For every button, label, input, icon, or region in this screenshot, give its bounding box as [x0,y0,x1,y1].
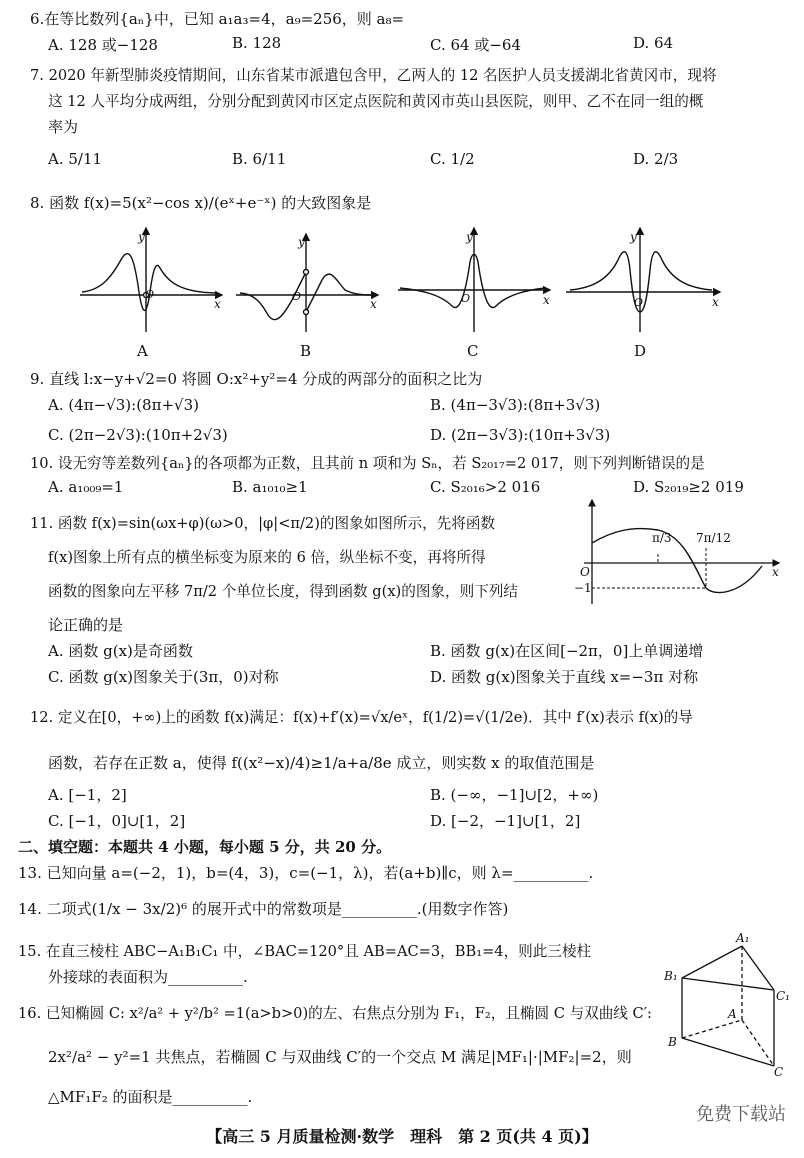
svg-text:x: x [214,297,221,311]
q7-line-3: 率为 [48,118,79,136]
q7-option-d: D. 2/3 [633,150,679,168]
watermark: 免费下载站 [696,1104,786,1125]
svg-text:O: O [145,288,155,301]
svg-text:y: y [630,230,637,244]
origin-label: O [580,565,590,579]
q11-option-b: B. 函数 g(x)在区间[−2π，0]上单调递增 [430,642,704,660]
svg-text:O: O [292,290,302,303]
q10-stem: 10. 设无穷等差数列{aₙ}的各项都为正数，且其前 n 项和为 Sₙ，若 S₂₀₁₇=2 017，则下列判断错误的是 [30,455,705,472]
q6-stem: 6.在等比数列{aₙ}中，已知 a₁a₃=4，a₉=256，则 a₈= [30,10,405,28]
graph-a [80,228,222,332]
prism-label-b: B [668,1035,677,1049]
q15-line-1: 15. 在直三棱柱 ABC−A₁B₁C₁ 中，∠BAC=120°且 AB=AC=3，BB₁=4，则此三棱柱 [18,943,592,960]
q9-option-c: C. (2π−2√3):(10π+2√3) [48,426,228,444]
x-axis-label: x [772,565,779,579]
prism-label-b1: B₁ [664,969,678,983]
section-2-title: 二、填空题：本题共 4 小题，每小题 5 分，共 20 分。 [18,838,392,856]
q10-option-a: A. a₁₀₀₉=1 [48,478,124,496]
q11-sine-graph [574,496,784,606]
graph-d [566,228,720,332]
q16-line-1: 16. 已知椭圆 C: x²/a² + y²/b² =1(a>b>0)的左、右焦点分别为 F₁，F₂，且椭圆 C 与双曲线 C′: [18,1005,652,1022]
q9-option-b: B. (4π−3√3):(8π+3√3) [430,396,601,414]
q11-line-1: 11. 函数 f(x)=sin(ωx+φ)(ω>0，|φ|<π/2)的图象如图所示，先将函数 [30,515,496,532]
graph-d-label: D [634,342,647,360]
graph-c-label: C [467,342,479,360]
graph-b [236,234,378,332]
q14: 14. 二项式(1/x − 3x/2)⁶ 的展开式中的常数项是__________.(用数字作答) [18,900,509,918]
svg-text:O: O [634,296,644,309]
q11-option-a: A. 函数 g(x)是奇函数 [48,642,193,660]
svg-text:x: x [712,295,719,309]
q15-line-2: 外接球的表面积为__________. [48,968,248,986]
page-footer: 【高三 5 月质量检测·数学 理科 第 2 页(共 4 页)】 [206,1127,598,1146]
q6-option-a: A. 128 或−128 [48,36,158,54]
svg-text:x: x [370,297,377,311]
q12-option-a: A. [−1，2] [48,786,127,804]
q12-option-d: D. [−2，−1]∪[1，2] [430,812,581,830]
tick-7pi-12: 7π/12 [696,531,731,545]
q6-option-d: D. 64 [633,34,674,52]
q6-option-b: B. 128 [232,34,282,52]
q11-line-2: f(x)图象上所有点的横坐标变为原来的 6 倍，纵坐标不变，再将所得 [48,549,486,566]
svg-text:y: y [138,230,145,244]
q16-line-3: △MF₁F₂ 的面积是__________. [48,1088,253,1106]
q10-option-b: B. a₁₀₁₀≥1 [232,478,308,496]
q10-option-c: C. S₂₀₁₆>2 016 [430,478,541,496]
svg-text:y: y [466,230,473,244]
q16-line-2: 2x²/a² − y²=1 共焦点，若椭圆 C 与双曲线 C′的一个交点 M 满足|MF₁|·|MF₂|=2，则 [48,1048,632,1066]
q7-option-a: A. 5/11 [48,150,103,168]
q8-graphs [0,220,804,340]
q11-option-d: D. 函数 g(x)图象关于直线 x=−3π 对称 [430,668,699,686]
q8-stem: 8. 函数 f(x)=5(x²−cos x)/(eˣ+e⁻ˣ) 的大致图象是 [30,194,372,212]
q6-option-c: C. 64 或−64 [430,36,521,54]
prism-label-c1: C₁ [776,989,790,1003]
q7-line-1: 7. 2020 年新型肺炎疫情期间，山东省某市派遣包含甲，乙两人的 12 名医护人员支援湖北省黄冈市，现将 [30,67,717,84]
q10-option-d: D. S₂₀₁₉≥2 019 [633,478,744,496]
graph-c [398,228,550,332]
prism-label-a1: A₁ [736,931,750,945]
tick-neg1: −1 [574,581,592,595]
q13: 13. 已知向量 a=(−2，1)，b=(4，3)，c=(−1，λ)，若(a+b)∥c，则 λ=__________. [18,864,594,882]
q12-line-2: 函数，若存在正数 a，使得 f((x²−x)/4)≥1/a+a/8e 成立，则实数 x 的取值范围是 [48,754,595,772]
q11-line-4: 论正确的是 [48,616,124,634]
q12-line-1: 12. 定义在[0，+∞)上的函数 f(x)满足：f(x)+f′(x)=√x/eˣ，f(1/2)=√(1/2e)．其中 f′(x)表示 f(x)的导 [30,709,693,726]
svg-text:y: y [298,235,305,249]
q7-line-2: 这 12 人平均分成两组，分别分配到黄冈市区定点医院和黄冈市英山县医院，则甲、乙不在同一组的概 [48,93,704,110]
prism-label-c: C [774,1065,784,1078]
svg-text:x: x [543,293,550,307]
q11-line-3: 函数的图象向左平移 7π/2 个单位长度，得到函数 g(x)的图象，则下列结 [48,583,518,600]
q12-option-c: C. [−1，0]∪[1，2] [48,812,186,830]
q9-option-a: A. (4π−√3):(8π+√3) [48,396,199,414]
q11-option-c: C. 函数 g(x)图象关于(3π，0)对称 [48,668,279,686]
q12-option-b: B. (−∞，−1]∪[2，+∞) [430,786,599,804]
q9-stem: 9. 直线 l:x−y+√2=0 将圆 O:x²+y²=4 分成的两部分的面积之比为 [30,370,483,388]
graph-b-label: B [300,342,312,360]
q15-prism [662,930,798,1078]
q7-option-b: B. 6/11 [232,150,287,168]
q7-option-c: C. 1/2 [430,150,475,168]
tick-pi-3: π/3 [652,531,672,545]
graph-a-label: A [137,342,148,360]
svg-text:O: O [461,292,471,305]
q9-option-d: D. (2π−3√3):(10π+3√3) [430,426,611,444]
prism-label-a: A [728,1007,737,1021]
